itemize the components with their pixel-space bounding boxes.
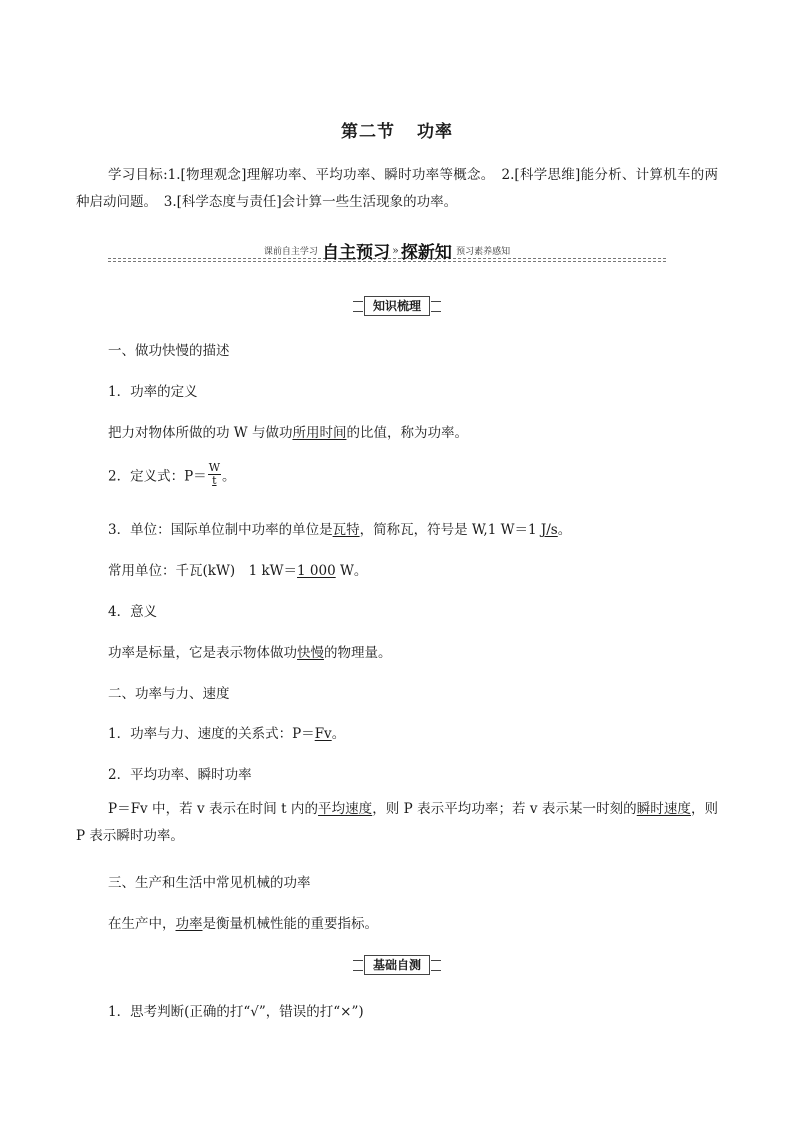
fraction-denominator: t <box>212 474 217 487</box>
text-run: 。 <box>331 726 346 742</box>
objectives-text: 1.[物理观念]理解功率、平均功率、瞬时功率等概念。 2.[科学思维]能分析、计算机车的两种启动问题。 3.[科学态度与责任]会计算一些生活现象的功率。 <box>76 167 718 210</box>
learning-objectives <box>76 162 718 216</box>
blank-answer: 快慢 <box>297 645 324 661</box>
text-run: 功率是标量，它是表示物体做功 <box>108 645 297 661</box>
fraction-w-over-t <box>208 462 221 487</box>
self-test-heading <box>0 955 794 975</box>
text-run: 是衡量机械性能的重要指标。 <box>202 916 378 932</box>
blank-answer: 瞬时速度 <box>636 801 691 817</box>
blank-answer: 瓦特 <box>332 522 360 538</box>
definition-formula <box>108 462 236 487</box>
meaning-text <box>108 641 392 661</box>
subheading-power-definition: 1．功率的定义 <box>108 384 198 400</box>
common-unit-text <box>108 559 367 579</box>
title-section-number: 第二节 <box>341 122 395 142</box>
heading-1: 一、做功快慢的描述 <box>108 343 230 359</box>
text-run: 2．定义式：P＝ <box>108 468 207 485</box>
unit-text <box>108 518 571 538</box>
banner-left-caption: 课前自主学习 <box>263 247 318 257</box>
subheading-meaning: 4．意义 <box>108 604 158 620</box>
knowledge-summary-label: 知识梳理 <box>364 296 430 316</box>
text-run: 常用单位：千瓦(kW) 1 kW＝ <box>108 563 298 579</box>
banner-right-caption: 预习素养感知 <box>456 247 511 257</box>
power-definition-text <box>108 421 468 441</box>
blank-answer: 所用时间 <box>292 425 347 441</box>
banner-heading-2: 探新知 <box>400 243 452 263</box>
text-run: 的比值，称为功率。 <box>346 425 468 441</box>
text-run: 把力对物体所做的功 W 与做功 <box>108 425 293 441</box>
text-run: 的物理量。 <box>324 645 392 661</box>
text-run: 1．功率与力、速度的关系式：P＝ <box>108 726 315 742</box>
text-run: 。 <box>557 522 572 538</box>
page-title <box>0 117 794 142</box>
text-run: 3．单位：国际单位制中功率的单位是 <box>108 522 333 538</box>
fraction-numerator: W <box>208 461 220 474</box>
text-run: ，简称瓦，符号是 W,1 W＝1 <box>359 522 541 538</box>
section-banner <box>108 238 666 264</box>
power-force-velocity-relation <box>108 722 345 742</box>
knowledge-summary-heading <box>0 296 794 316</box>
blank-answer: 功率 <box>175 916 203 932</box>
text-run: ，则 P 表示瞬时功率。 <box>76 801 719 844</box>
heading-3: 三、生产和生活中常见机械的功率 <box>108 875 311 891</box>
blank-answer: Fv <box>314 726 332 742</box>
average-instant-power-text <box>76 796 718 850</box>
text-run: ，则 P 表示平均功率；若 v 表示某一时刻的 <box>372 801 637 817</box>
objectives-label: 学习目标: <box>108 167 168 183</box>
text-run: 在生产中， <box>108 916 176 932</box>
blank-answer: 平均速度 <box>318 801 373 817</box>
heading-2: 二、功率与力、速度 <box>108 686 230 702</box>
text-run: W。 <box>335 563 368 579</box>
banner-heading-1: 自主预习 <box>322 243 391 263</box>
banner-arrow-icon: » <box>392 244 399 257</box>
self-test-label: 基础自测 <box>364 955 430 975</box>
title-topic: 功率 <box>417 122 453 142</box>
machine-power-text <box>108 912 378 932</box>
blank-answer: J/s <box>540 522 558 538</box>
subheading-average-instant-power: 2．平均功率、瞬时功率 <box>108 767 252 783</box>
text-run: 。 <box>222 468 236 485</box>
text-run: P＝Fv 中，若 v 表示在时间 t 内的 <box>108 801 319 817</box>
blank-answer: 1 000 <box>297 563 336 579</box>
exercise-question-1: 1．思考判断(正确的打“√”，错误的打“×”) <box>108 1004 364 1020</box>
